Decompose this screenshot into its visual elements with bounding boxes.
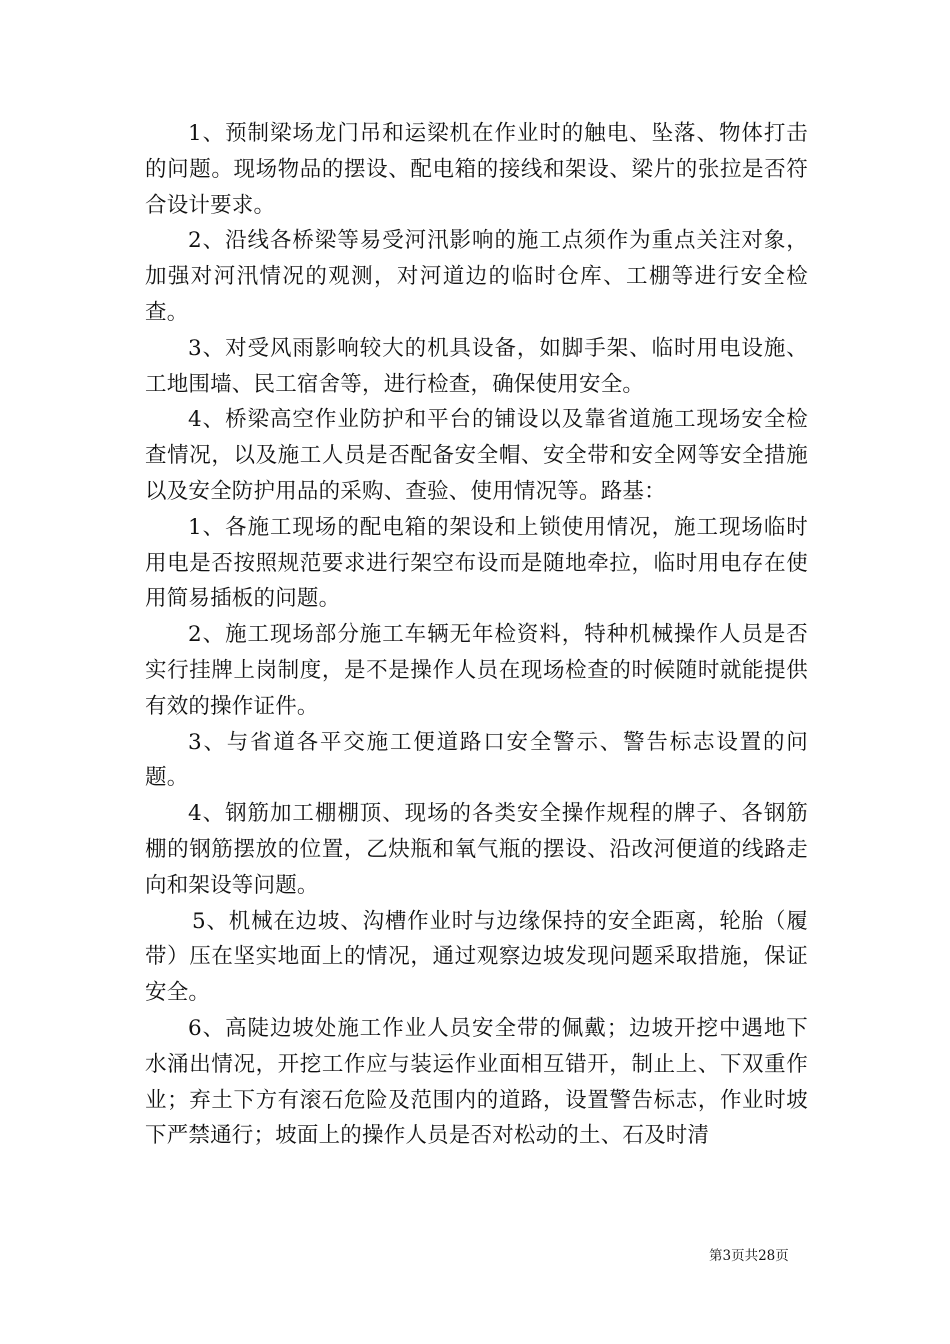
paragraph-9: 5、机械在边坡、沟槽作业时与边缘保持的安全距离，轮胎（履带）压在坚实地面上的情况，通过观察边坡发现问题采取措施，保证安全。	[145, 908, 808, 1006]
paragraph-6: 2、施工现场部分施工车辆无年检资料，特种机械操作人员是否实行挂牌上岗制度，是不是操作人员在现场检查的时候随时就能提供有效的操作证件。	[145, 622, 808, 719]
paragraph-7: 3、与省道各平交施工便道路口安全警示、警告标志设置的问题。	[145, 729, 808, 791]
paragraph-10: 6、高陡边坡处施工作业人员安全带的佩戴；边坡开挖中遇地下水涌出情况，开挖工作应与装运作业面相互错开，制止上、下双重作业；弃土下方有滚石危险及范围内的道路，设置警告标志，作业时坡下严禁通行；坡面上的操作人员是否对松动的土、石及时清	[145, 1015, 808, 1149]
page-number-footer: 第3页共28页	[709, 1248, 789, 1264]
paragraph-2: 2、沿线各桥梁等易受河汛影响的施工点须作为重点关注对象，加强对河汛情况的观测，对河道边的临时仓库、工棚等进行安全检查。	[145, 228, 808, 325]
paragraph-4: 4、桥梁高空作业防护和平台的铺设以及靠省道施工现场安全检查情况，以及施工人员是否配备安全帽、安全带和安全网等安全措施以及安全防护用品的采购、查验、使用情况等。路基：	[145, 407, 808, 504]
document-body	[145, 116, 808, 1154]
paragraph-3: 3、对受风雨影响较大的机具设备，如脚手架、临时用电设施、工地围墙、民工宿舍等，进行检查，确保使用安全。	[145, 335, 808, 397]
paragraph-5: 1、各施工现场的配电箱的架设和上锁使用情况，施工现场临时用电是否按照规范要求进行架空布设而是随地牵拉，临时用电存在使用简易插板的问题。	[145, 514, 808, 612]
paragraph-8: 4、钢筋加工棚棚顶、现场的各类安全操作规程的牌子、各钢筋棚的钢筋摆放的位置，乙炔瓶和氧气瓶的摆设、沿改河便道的线路走向和架设等问题。	[145, 801, 808, 898]
paragraph-1: 1、预制梁场龙门吊和运梁机在作业时的触电、坠落、物体打击的问题。现场物品的摆设、配电箱的接线和架设、梁片的张拉是否符合设计要求。	[145, 121, 808, 218]
